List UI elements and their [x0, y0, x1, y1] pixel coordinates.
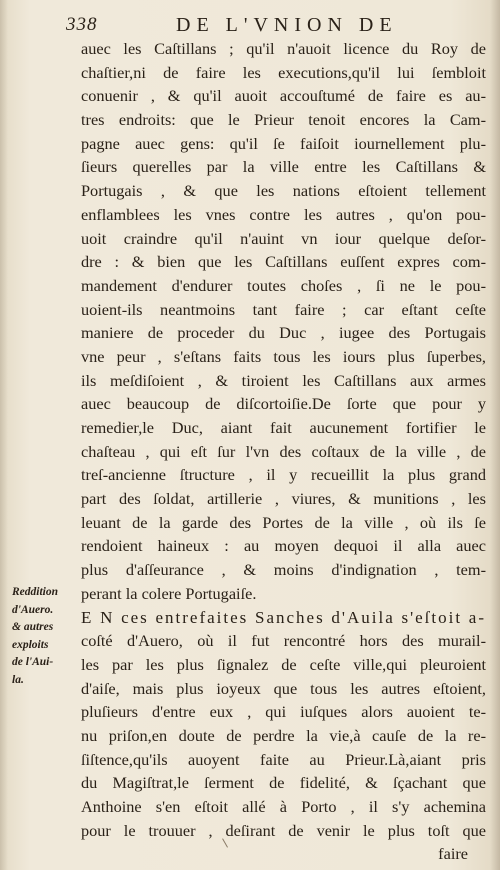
margin-note-line: & autres: [12, 621, 54, 633]
text-line: pluſieurs d'entre eux , qui iuſques alors auoient te-: [81, 702, 486, 722]
text-line: conuenir , & qu'il auoit accouſtumé de faire es au-: [81, 86, 486, 106]
text-line: Anthoine s'en eſtoit allé à Porto , il s'y achemina: [81, 797, 486, 816]
text-line: dre : & bien que les Caſtillans euſſent expres com-: [81, 252, 486, 272]
text-line: ils meſdiſoient , & tiroient les Caſtillans aux armes: [81, 370, 486, 390]
margin-note-line: de l'Aui-: [12, 656, 54, 668]
text-line: d'aiſe, mais plus ioyeux que tous les autres eſtoient,: [81, 678, 486, 698]
page-edge-shadow: [490, 0, 500, 870]
margin-note-line: d'Auero.: [12, 603, 54, 616]
margin-note-line: la.: [12, 673, 24, 686]
gutter-shadow: [0, 0, 8, 870]
text-line: Portugais , & que les nations eſtoient tellement: [81, 181, 486, 201]
text-line: ſiſtence,qu'ils auoyent faite au Prieur.Là,aiant pris: [81, 749, 486, 769]
margin-note-line: exploits: [12, 638, 49, 651]
text-line: enflamblees les vnes contre les autres , qu'on pou-: [81, 204, 486, 224]
text-line: rendoient haineux : au moyen dequoi il alla auec: [81, 536, 486, 556]
text-line: auec beaucoup de diſcortoiſie.De ſorte que pour y: [81, 394, 486, 414]
text-line: tres endroits: que le Prieur tenoit encores la Cam-: [81, 110, 486, 130]
text-line: treſ-ancienne ſtructure , il y recueillit la plus grand: [81, 465, 486, 485]
running-title: DE L'VNION DE: [176, 14, 398, 36]
text-line: uoit craindre qu'il n'auint vn iour quelque deſor-: [81, 228, 486, 248]
text-line: remedier,le Duc, aiant fait aucunement fortifier le: [81, 418, 486, 437]
text-line: auec les Caſtillans ; qu'il n'auoit licence du Roy de: [81, 39, 486, 58]
margin-note: [12, 584, 84, 689]
text-line: leuant de la garde des Portes de la ville , où ils ſe: [81, 512, 486, 532]
catchword: faire: [438, 844, 468, 864]
text-line: chaſtier,ni de faire les executions,qu'il lui ſembloit: [81, 62, 486, 82]
text-line: les par les plus ſignalez de ceſte ville,qui pleuroient: [81, 654, 486, 674]
text-line: maniere de proceder du Duc , iugee des Portugais: [81, 323, 486, 343]
text-line: plus d'aſſeurance , & moins d'indignation , tem-: [81, 560, 486, 580]
text-line: nu priſon,en doute de perdre la vie,à cauſe de la re-: [81, 725, 486, 745]
text-line: part des ſoldat, artillerie , viures, & munitions , les: [81, 489, 486, 509]
text-line: chaſteau , qui eſt ſur l'vn des coſtaux de la ville , de: [81, 441, 486, 461]
paragraph-end-line: perant la colere Portugaiſe.: [81, 583, 257, 603]
page-number: 338: [66, 14, 98, 35]
margin-note-line: Reddition: [12, 586, 59, 598]
text-line: mandement d'endurer toutes choſes , ſi ne le pou-: [81, 275, 486, 295]
text-line: pour le trouuer , deſirant de venir le plus toſt que: [81, 820, 486, 840]
paragraph-start-line: E N ces entrefaites Sanches d'Auila s'eſtoit a-: [81, 607, 486, 627]
text-line: pagne auec gens: qu'il ſe faiſoit iournellement plu-: [81, 133, 486, 153]
text-line: coſté d'Auero, où il fut rencontré hors des murail-: [81, 631, 486, 651]
body-text: [81, 37, 486, 866]
text-line: uoient-ils neantmoins tant faire ; car eſtant ceſte: [81, 299, 486, 319]
text-line: du Magiſtrat,le ſerment de fidelité, & ſçachant que: [81, 773, 486, 793]
text-line: ſieurs querelles par la ville entre les Caſtillans &: [81, 157, 486, 177]
text-line: vne peur , s'eſtans faits tous les iours plus ſuperbes,: [81, 346, 486, 366]
